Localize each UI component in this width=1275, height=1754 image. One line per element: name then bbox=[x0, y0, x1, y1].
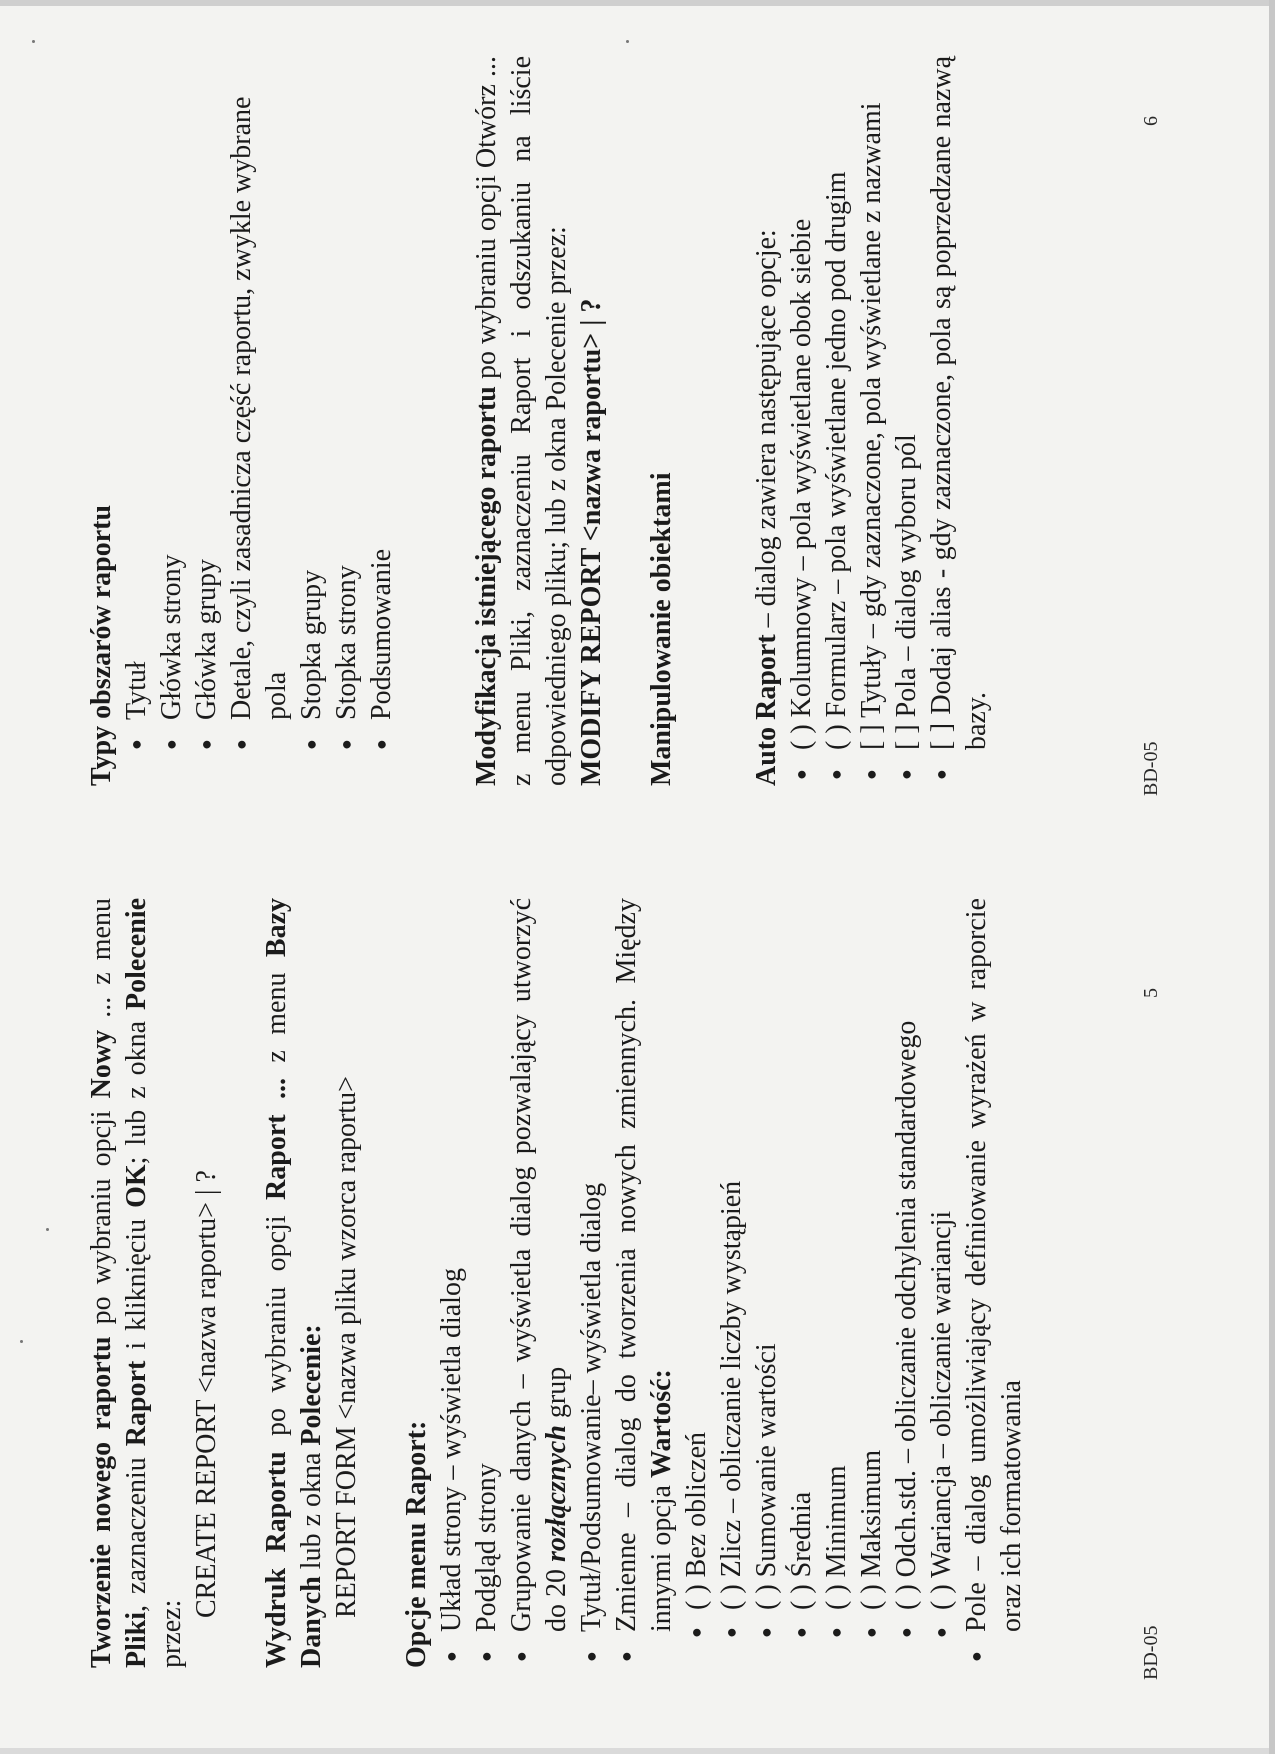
text: Raport bbox=[121, 1360, 152, 1447]
list-item: ● Stopka grupy bbox=[294, 56, 329, 756]
spacer bbox=[364, 898, 399, 1668]
left-page-column bbox=[84, 898, 1029, 1668]
list-item: ● Pole – dialog umożliwiający definiowanie wyrażeń w raporcie oraz ich formatowania bbox=[959, 898, 1029, 1668]
create-report-command: CREATE REPORT <nazwa raportu> | ? bbox=[191, 1170, 222, 1618]
text: przez: bbox=[156, 1599, 187, 1668]
text: z menu bbox=[261, 957, 292, 1078]
list-item: ● Podgląd strony bbox=[469, 898, 504, 1668]
list-item: ● ( ) Sumowanie wartości bbox=[749, 898, 784, 1668]
text: OK bbox=[121, 1164, 152, 1208]
report-form-command: REPORT FORM <nazwa pliku wzorca raportu> bbox=[331, 1076, 362, 1618]
text: Wartość: bbox=[646, 1369, 677, 1479]
modify-report-paragraph bbox=[469, 56, 574, 786]
right-page-number: 6 bbox=[1140, 116, 1162, 126]
menu-options-heading: Opcje menu Raport: bbox=[401, 1420, 432, 1668]
modify-report-command: MODIFY REPORT <nazwa raportu> | ? bbox=[576, 298, 607, 786]
list-item: ● Główka strony bbox=[154, 56, 189, 756]
left-page-footer-code: BD-05 bbox=[1140, 1625, 1162, 1680]
list-item bbox=[504, 898, 574, 1668]
list-item: ● [ ] Dodaj alias - gdy zaznaczone, pola są poprzedzane nazwą bazy. bbox=[924, 56, 994, 786]
list-item: ● ( ) Średnia bbox=[784, 898, 819, 1668]
text: Bazy Danych bbox=[261, 898, 327, 1668]
text: ; lub z okna bbox=[121, 1009, 152, 1165]
list-item bbox=[609, 898, 679, 1668]
text: Zmienne – dialog do tworzenia nowych zmiennych. Między innymi opcja bbox=[611, 898, 677, 1632]
list-item: ● ( ) Maksimum bbox=[854, 898, 889, 1668]
area-types-heading: Typy obszarów raportu bbox=[86, 504, 117, 786]
text: po wybraniu opcji bbox=[261, 1199, 292, 1452]
spacer bbox=[224, 898, 259, 1668]
text: Grupowanie danych – wyświetla dialog pozwalający utworzyć do 20 bbox=[506, 898, 572, 1632]
spacer bbox=[609, 56, 644, 786]
text: Pliki bbox=[121, 1611, 152, 1668]
text: grup bbox=[541, 1366, 572, 1426]
auto-report-options bbox=[784, 56, 994, 786]
text: rozłącznych bbox=[541, 1425, 572, 1562]
list-item: ● Tytuł/Podsumowanie– wyświetla dialog bbox=[574, 898, 609, 1668]
create-report-paragraph bbox=[84, 898, 189, 1668]
list-item: ● ( ) Formularz – pola wyświetlane jedno pod drugim bbox=[819, 56, 854, 786]
text: lub z okna bbox=[296, 1445, 327, 1577]
text: ... z menu bbox=[86, 898, 117, 1030]
create-report-title: Tworzenie nowego raportu bbox=[86, 1336, 117, 1668]
list-item: ● [ ] Tytuły – gdy zaznaczone, pola wyświetlane z nazwami bbox=[854, 56, 889, 786]
list-item: ● [ ] Pola – dialog wyboru pól bbox=[889, 56, 924, 786]
list-item: ● Detale, czyli zasadnicza część raportu, zwykle wybrane pola bbox=[224, 56, 294, 756]
list-item: ● ( ) Odch.std. – obliczanie odchylenia standardowego bbox=[889, 898, 924, 1668]
manipulation-heading: Manipulowanie obiektami bbox=[646, 472, 677, 786]
text: Raport ... bbox=[261, 1077, 292, 1200]
print-report-title: Wydruk Raportu bbox=[261, 1451, 292, 1668]
list-item: ● ( ) Zlicz – obliczanie liczby wystąpień bbox=[714, 898, 749, 1668]
menu-options-list-cont bbox=[959, 898, 1029, 1668]
auto-report-paragraph bbox=[749, 56, 784, 786]
right-page-footer-code: BD-05 bbox=[1140, 741, 1162, 796]
list-item: ● ( ) Kolumnowy – pola wyświetlane obok siebie bbox=[784, 56, 819, 786]
spacer bbox=[679, 56, 749, 786]
modify-report-title: Modyfikacja istniejącego raportu bbox=[471, 386, 502, 786]
text: Polecenie: bbox=[296, 1324, 327, 1446]
text: – dialog zawiera następujące opcje: bbox=[751, 229, 782, 635]
text: Polecenie bbox=[121, 898, 152, 1010]
list-item: ● Układ strony – wyświetla dialog bbox=[434, 898, 469, 1668]
text: i kliknięciu bbox=[121, 1207, 152, 1361]
list-item: ● Podsumowanie bbox=[364, 56, 399, 756]
area-types-list bbox=[119, 56, 399, 786]
list-item: ● ( ) Wariancja – obliczanie wariancji bbox=[924, 898, 959, 1668]
text: po wybraniu opcji bbox=[86, 1098, 117, 1337]
print-report-paragraph bbox=[259, 898, 329, 1668]
text: po wybraniu opcji Otwórz ... z menu Pliki, zaznaczeniu Raport i odszukaniu na liście odpowiedniego pliku; lub z okna Polecenie przez: bbox=[471, 56, 572, 786]
menu-options-list bbox=[434, 898, 679, 1668]
spacer bbox=[399, 56, 469, 786]
list-item: ● Tytuł bbox=[119, 56, 154, 756]
list-item: ● ( ) Minimum bbox=[819, 898, 854, 1668]
auto-report-title: Auto Raport bbox=[751, 634, 782, 786]
text: Nowy bbox=[86, 1029, 117, 1099]
list-item: ● Stopka strony bbox=[329, 56, 364, 756]
value-options-list bbox=[679, 898, 959, 1668]
list-item: ● Główka grupy bbox=[189, 56, 224, 756]
list-item: ● ( ) Bez obliczeń bbox=[679, 898, 714, 1668]
right-page-column bbox=[84, 56, 994, 786]
text: , zaznaczeniu bbox=[121, 1446, 152, 1612]
left-page-number: 5 bbox=[1140, 988, 1162, 998]
